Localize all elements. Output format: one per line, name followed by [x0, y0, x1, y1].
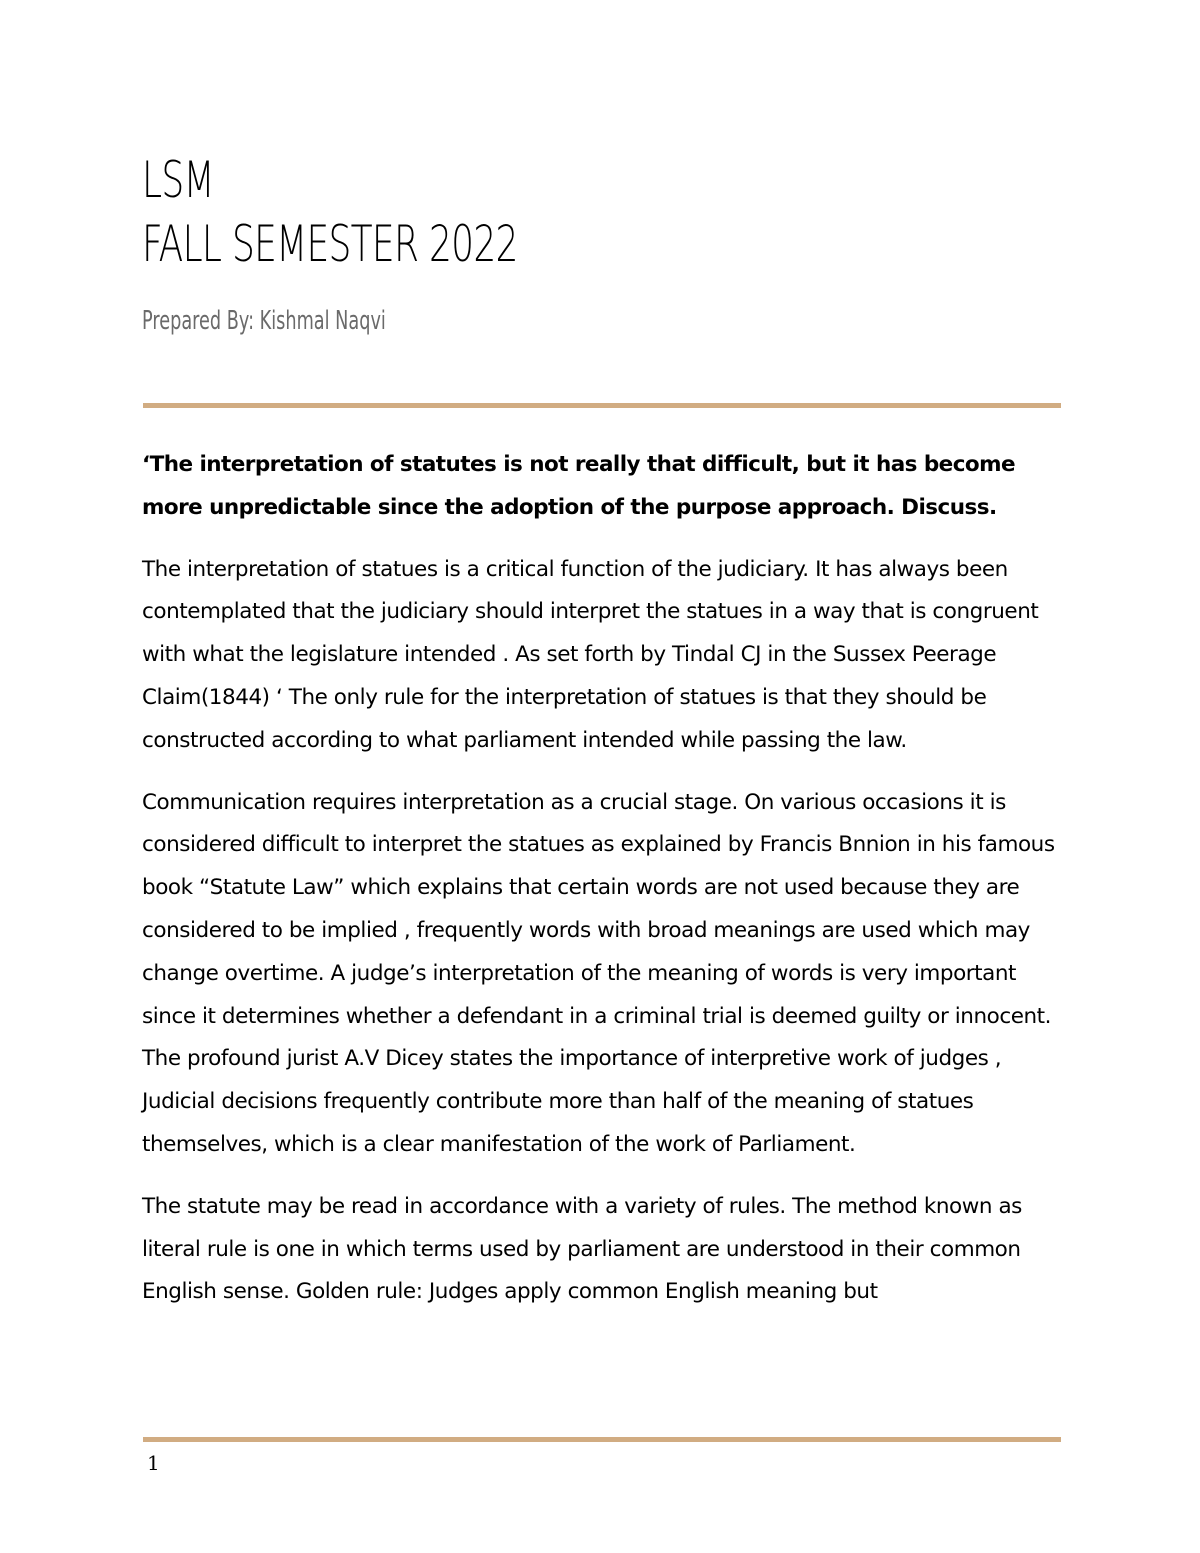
document-subtitle: FALL SEMESTER 2022	[142, 215, 518, 273]
body-paragraph-2: Communication requires interpretation as a crucial stage. On various occasions it is considered difficult to interpret the statues as explained by Francis Bnnion in his famous book “Statute Law” which explains that certain words are not used because they are considered to be implied , frequently words with broad meanings are used which may change overtime. A judge’s interpretation of the meaning of words is very important since it determines whether a defendant in a criminal trial is deemed guilty or innocent. The profound jurist A.V Dicey states the importance of interpretive work of judges , Judicial decisions frequently contribute more than half of the meaning of statues themselves, which is a clear manifestation of the work of Parliament.	[142, 789, 1055, 1157]
body-paragraph-1: The interpretation of statues is a critical function of the judiciary. It has always been contemplated that the judiciary should interpret the statues in a way that is congruent with what the legislature intended . As set forth by Tindal CJ in the Sussex Peerage Claim(1844) ‘ The only rule for the interpretation of statues is that they should be constructed according to what parliament intended while passing the law.	[142, 556, 1039, 753]
page-number: 1	[147, 1451, 160, 1475]
essay-question: ‘The interpretation of statutes is not really that difficult, but it has become more unpredictable since the adoption of the purpose approach. Discuss.	[142, 452, 1016, 520]
author-line: Prepared By: Kishmal Naqvi	[142, 306, 386, 336]
document-title: LSM	[142, 151, 214, 209]
header-divider	[143, 403, 1061, 408]
title-block	[142, 148, 1062, 276]
body-paragraph-3: The statute may be read in accordance with a variety of rules. The method known as literal rule is one in which terms used by parliament are understood in their common English sense. Golden rule: Judges apply common English meaning but	[142, 1193, 1022, 1305]
footer-divider	[143, 1437, 1061, 1442]
document-body	[142, 444, 1072, 1333]
